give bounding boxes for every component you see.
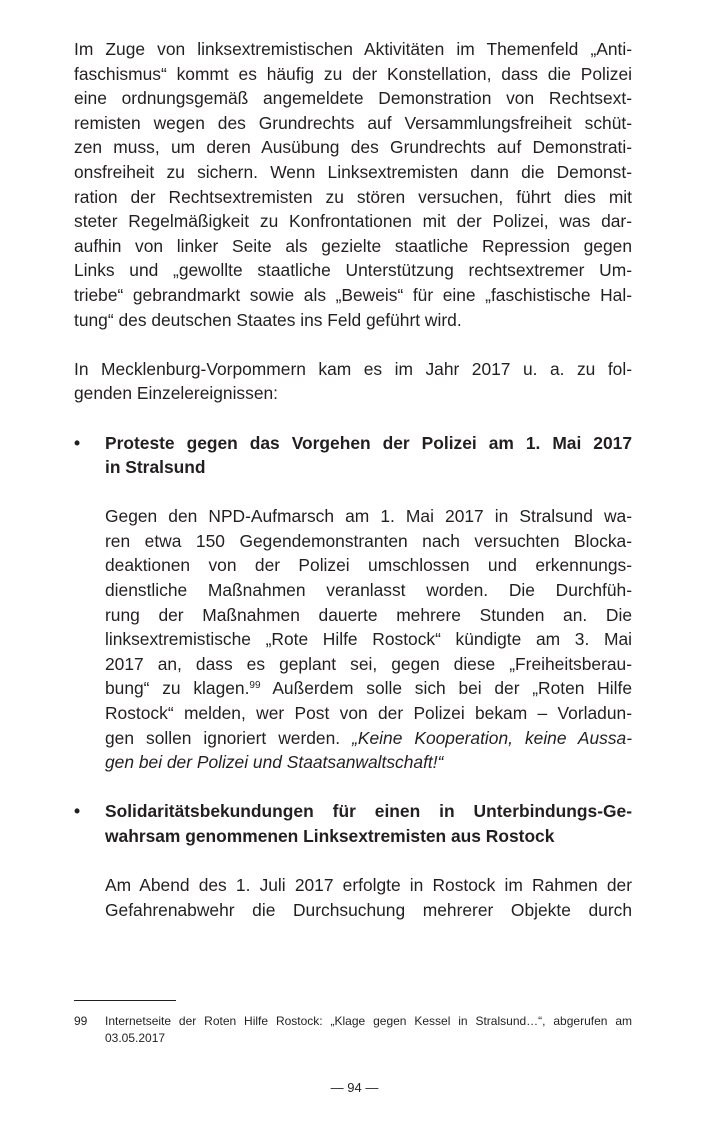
heading-line: in Stralsund bbox=[105, 457, 206, 478]
text-fragment: bung“ zu klagen. bbox=[105, 678, 250, 699]
text-line: dienstliche Maßnahmen veranlasst worden. Die Durchfüh- bbox=[105, 580, 632, 601]
section-heading-proteste bbox=[74, 431, 632, 480]
text-line: Im Zuge von linksextremistischen Aktivitäten im Themenfeld „Anti- bbox=[74, 39, 632, 59]
text-line: linksextremistische „Rote Hilfe Rostock“ kündigte am 3. Mai bbox=[105, 629, 632, 650]
text-line: rung der Maßnahmen dauerte mehrere Stunden an. Die bbox=[105, 604, 632, 625]
text-line: genden Einzelereignissen: bbox=[74, 383, 279, 404]
text-line: steter Regelmäßigkeit zu Konfrontationen mit der Polizei, was dar- bbox=[74, 211, 632, 232]
text-line: Rostock“ melden, wer Post von der Polizei bekam – Vorladun- bbox=[105, 703, 632, 724]
footnote-reference: 99 bbox=[249, 680, 261, 692]
heading-line: Proteste gegen das Vorgehen der Polizei am 1. Mai 2017 bbox=[105, 432, 632, 453]
text-line: eine ordnungsgemäß angemeldete Demonstration von Rechtsext- bbox=[74, 88, 632, 109]
text-line: Gegen den NPD-Aufmarsch am 1. Mai 2017 in Stralsund wa- bbox=[105, 506, 632, 527]
section-body-proteste bbox=[74, 504, 632, 775]
page-number: — 94 — bbox=[330, 1080, 379, 1095]
text-line bbox=[105, 726, 632, 751]
text-line: faschismus“ kommt es häufig zu der Konstellation, dass die Polizei bbox=[74, 63, 632, 84]
text-fragment: gen sollen ignoriert werden. bbox=[105, 727, 353, 748]
text-line: Gefahrenabwehr die Durchsuchung mehrerer Objekte durch bbox=[105, 899, 632, 920]
text-line: Links und „gewollte staatliche Unterstützung rechtsextremer Um- bbox=[74, 260, 632, 281]
text-line: deaktionen von der Polizei umschlossen und erkennungs- bbox=[105, 555, 632, 576]
heading-line: Solidaritätsbekundungen für einen in Unterbindungs-Ge- bbox=[105, 801, 632, 822]
text-fragment: Außerdem solle sich bei der „Roten Hilfe bbox=[260, 678, 632, 699]
text-line: onsfreiheit zu sichern. Wenn Linksextremisten dann die Demonst- bbox=[74, 161, 632, 182]
text-line bbox=[105, 676, 632, 701]
quote-line: gen bei der Polizei und Staatsanwaltschaft!“ bbox=[105, 752, 444, 773]
footnote-line: Internetseite der Roten Hilfe Rostock: „Klage gegen Kessel in Stralsund…“, abgerufen am bbox=[105, 1014, 632, 1028]
text-line: triebe“ gebrandmarkt sowie als „Beweis“ für eine „faschistische Hal- bbox=[74, 284, 632, 305]
section-body-solidaritaet bbox=[74, 873, 632, 922]
quote-fragment: „Keine Kooperation, keine Aussa- bbox=[352, 727, 632, 748]
footnote-number: 99 bbox=[74, 1014, 88, 1028]
page-body bbox=[74, 37, 632, 922]
text-line: remisten wegen des Grundrechts auf Versammlungsfreiheit schüt- bbox=[74, 112, 632, 133]
text-line: tung“ des deutschen Staates ins Feld geführt wird. bbox=[74, 309, 462, 330]
footnote-line: 03.05.2017 bbox=[105, 1030, 166, 1045]
text-line: In Mecklenburg-Vorpommern kam es im Jahr 2017 u. a. zu fol- bbox=[74, 358, 632, 379]
text-line: 2017 an, dass es geplant sei, gegen diese „Freiheitsberau- bbox=[105, 653, 632, 674]
paragraph-einzelereignisse bbox=[74, 357, 632, 406]
bullet-icon: • bbox=[74, 432, 81, 453]
footnote bbox=[74, 1013, 632, 1046]
heading-line: wahrsam genommenen Linksextremisten aus Rostock bbox=[105, 826, 555, 846]
text-line: aufhin von linker Seite als gezielte staatliche Repression gegen bbox=[74, 235, 632, 256]
text-line: zen muss, um deren Ausübung des Grundrechts auf Demonstrati- bbox=[74, 137, 632, 158]
text-line: ration der Rechtsextremisten zu stören versuchen, führt dies mit bbox=[74, 186, 632, 207]
paragraph-antifaschismus bbox=[74, 37, 632, 332]
text-line: Am Abend des 1. Juli 2017 erfolgte in Rostock im Rahmen der bbox=[105, 875, 632, 896]
footnote-divider bbox=[74, 1000, 176, 1001]
bullet-icon: • bbox=[74, 801, 81, 822]
section-heading-solidaritaet bbox=[74, 799, 632, 848]
text-line: ren etwa 150 Gegendemonstranten nach versuchten Blocka- bbox=[105, 530, 632, 551]
